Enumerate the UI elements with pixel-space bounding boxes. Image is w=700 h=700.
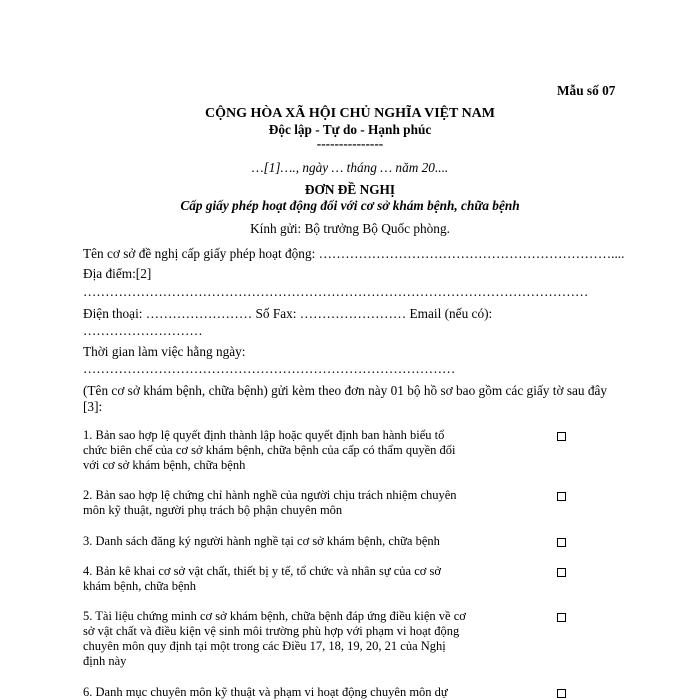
checkbox-item-6[interactable] (557, 689, 566, 698)
document-subtitle: Cấp giấy phép hoạt động đối với cơ sở khám bệnh, chữa bệnh (180, 198, 520, 213)
checkbox-item-5[interactable] (557, 613, 566, 622)
form-number: Mẫu số 07 (557, 83, 616, 98)
checklist-item-2: 2. Bản sao hợp lệ chứng chỉ hành nghề của người chịu trách nhiệm chuyên môn kỹ thuật, người phụ trách bộ phận chuyên môn (83, 488, 457, 517)
checkbox-item-2[interactable] (557, 492, 566, 501)
place-date: …[1]…., ngày … tháng … năm 20.... (251, 160, 449, 175)
checklist-item-4: 4. Bản kê khai cơ sở vật chất, thiết bị y tế, tổ chức và nhân sự của cơ sở khám bệnh, chữa bệnh (83, 564, 441, 593)
recipient: Kính gửi: Bộ trưởng Bộ Quốc phòng. (250, 221, 450, 236)
checklist-item-3: 3. Danh sách đăng ký người hành nghề tại cơ sở khám bệnh, chữa bệnh (83, 534, 440, 548)
checklist-item-5: 5. Tài liệu chứng minh cơ sở khám bệnh, chữa bệnh đáp ứng điều kiện về cơ sở vật chất và điều kiện vệ sinh môi trường phù hợp với phạm vi hoạt động chuyên môn quy định tại một trong các Điều 17, 18, 19, 20, 21 của Nghị định này (83, 609, 466, 668)
contacts-continuation: ……………………… (83, 323, 203, 338)
separator: --------------- (316, 136, 384, 151)
document-title: ĐƠN ĐỀ NGHỊ (304, 182, 396, 197)
contacts-field: Điện thoại: …………………… Số Fax: …………………… Email (nếu có): (83, 306, 493, 321)
address-label: Địa điểm:[2] (83, 266, 152, 281)
address-line: …………………………………………………………………………………………………… (83, 284, 589, 299)
checkbox-item-4[interactable] (557, 568, 566, 577)
hours-line: ………………………………………………………………………… (83, 361, 456, 376)
document-intro: (Tên cơ sở khám bệnh, chữa bệnh) gửi kèm theo đơn này 01 bộ hồ sơ bao gồm các giấy tờ sau đây [3]: (83, 383, 608, 414)
facility-name-field: Tên cơ sở đề nghị cấp giấy phép hoạt động: ………………………………………………………….... (83, 246, 625, 261)
hours-label: Thời gian làm việc hằng ngày: (83, 344, 246, 359)
checkbox-item-1[interactable] (557, 432, 566, 441)
checklist-item-6: 6. Danh mục chuyên môn kỹ thuật và phạm vi hoạt động chuyên môn dự (83, 685, 448, 699)
checklist-item-1: 1. Bản sao hợp lệ quyết định thành lập hoặc quyết định ban hành biểu tổ chức biên chế của cơ sở khám bệnh, chữa bệnh của cấp có thẩm quyền đối với cơ sở khám bệnh, chữa bệnh (83, 428, 456, 472)
motto: Độc lập - Tự do - Hạnh phúc (268, 122, 432, 137)
country-header: CỘNG HÒA XÃ HỘI CHỦ NGHĨA VIỆT NAM (204, 106, 495, 121)
checkbox-item-3[interactable] (557, 538, 566, 547)
